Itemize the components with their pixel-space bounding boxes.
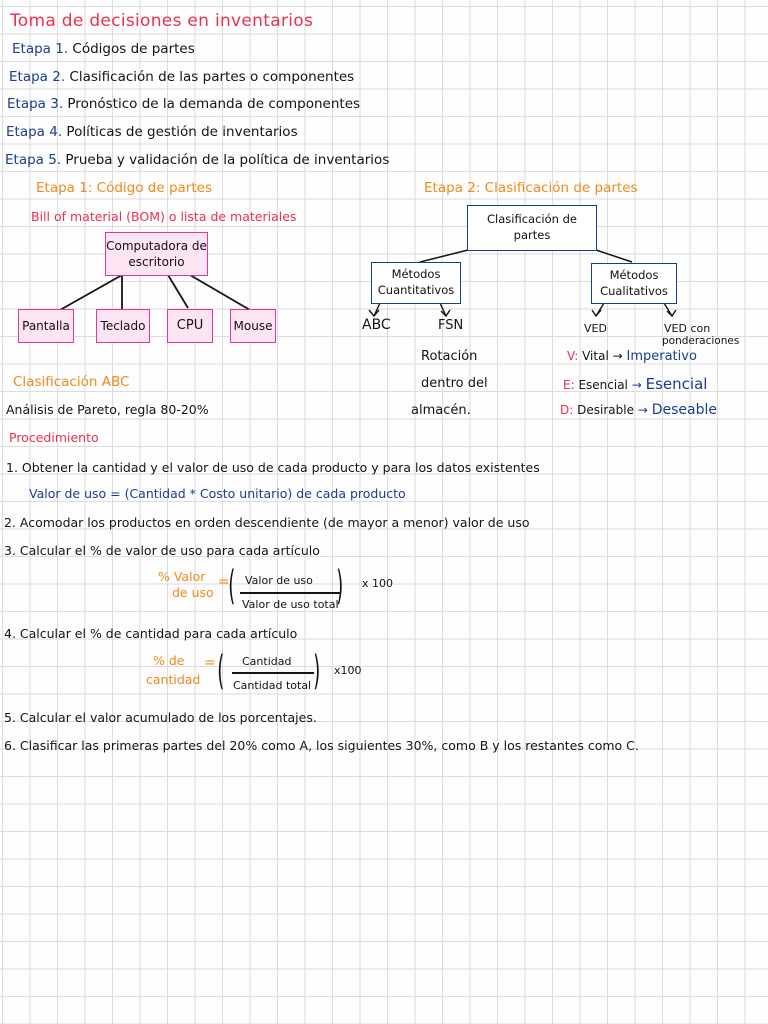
arrow-right-icon: → <box>631 378 642 392</box>
formula1-denominator: Valor de uso total <box>242 598 339 611</box>
stage-label: Etapa 2. <box>9 69 66 85</box>
procedure-step-2: 2. Acomodar los productos en orden descendiente (de mayor a menor) valor de uso <box>4 515 530 530</box>
stage-item-5 <box>5 154 389 168</box>
bom-node-cpu: CPU <box>167 309 213 343</box>
ved-item-vital <box>567 350 697 363</box>
ved-word: Desirable <box>577 403 634 417</box>
ved-letter: E: <box>563 378 575 392</box>
stage-text: Clasificación de las partes o componentes <box>69 69 355 85</box>
equals-sign: = <box>218 574 230 590</box>
formula2-lhs-line-1: % de <box>153 653 185 668</box>
fsn-method-label: FSN <box>438 318 464 333</box>
fsn-desc-line-3: almacén. <box>411 403 471 418</box>
ved-item-deseable <box>560 403 717 417</box>
formula2-lhs-line-2: cantidad <box>146 672 201 687</box>
qualitative-methods-node: Métodos Cualitativos <box>591 263 677 304</box>
fraction-line <box>232 672 314 674</box>
usage-value-formula: Valor de uso = (Cantidad * Costo unitario) de cada producto <box>29 486 406 501</box>
ved-meaning: Esencial <box>645 375 708 393</box>
ved-letter: V: <box>567 349 579 363</box>
page-title: Toma de decisiones en inventarios <box>10 11 314 31</box>
bom-node-mouse: Mouse <box>230 309 276 343</box>
equals-sign: = <box>204 655 216 671</box>
fsn-desc-line-2: dentro del <box>421 376 488 391</box>
stage-text: Prueba y validación de la política de inventarios <box>65 152 390 168</box>
classification-root-node: Clasificación de partes <box>467 205 597 251</box>
ved-pond-line-1: VED con <box>664 322 711 335</box>
stage-label: Etapa 4. <box>6 124 63 140</box>
ved-pond-line-2: ponderaciones <box>662 335 740 347</box>
ved-letter: D: <box>560 403 574 417</box>
stage-label: Etapa 1. <box>12 41 69 57</box>
procedure-step-4: 4. Calcular el % de cantidad para cada artículo <box>4 626 298 641</box>
formula2-multiplier: x100 <box>334 664 362 677</box>
ved-meaning: Deseable <box>651 402 717 418</box>
abc-method-label: ABC <box>362 317 391 333</box>
ved-meaning: Imperativo <box>626 349 697 364</box>
fraction-line <box>240 592 340 594</box>
close-paren: ) <box>336 563 344 609</box>
stage-text: Políticas de gestión de inventarios <box>66 124 298 140</box>
ved-word: Vital <box>582 349 609 363</box>
bom-subheading: Bill of material (BOM) o lista de materiales <box>31 209 297 224</box>
stage-text: Pronóstico de la demanda de componentes <box>67 96 361 112</box>
stage2-heading: Etapa 2: Clasificación de partes <box>424 180 638 196</box>
ved-item-esencial <box>563 377 707 392</box>
stage-item-1 <box>12 43 195 57</box>
procedure-step-6: 6. Clasificar las primeras partes del 20% como A, los siguientes 30%, como B y los restantes como C. <box>4 738 639 753</box>
close-paren: ) <box>313 648 321 694</box>
abc-heading: Clasificación ABC <box>13 374 130 390</box>
ved-word: Esencial <box>578 378 628 392</box>
procedure-step-1: 1. Obtener la cantidad y el valor de uso de cada producto y para los datos existentes <box>6 460 540 475</box>
formula2-denominator: Cantidad total <box>233 679 312 692</box>
stage-label: Etapa 5. <box>5 152 62 168</box>
stage-text: Códigos de partes <box>72 41 195 57</box>
bom-root-node: Computadora de escritorio <box>105 232 208 276</box>
stage-label: Etapa 3. <box>7 96 64 112</box>
bom-node-pantalla: Pantalla <box>18 309 74 343</box>
bom-node-teclado: Teclado <box>96 309 150 343</box>
formula1-numerator: Valor de uso <box>245 574 313 587</box>
procedure-heading: Procedimiento <box>9 430 99 445</box>
procedure-step-5: 5. Calcular el valor acumulado de los porcentajes. <box>4 710 317 725</box>
open-paren: ( <box>228 563 236 609</box>
stage-item-3 <box>7 98 360 112</box>
formula1-lhs-line-2: de uso <box>172 585 214 600</box>
formula1-lhs-line-1: % Valor <box>158 569 206 584</box>
ved-method-label: VED <box>584 322 607 335</box>
arrow-right-icon: → <box>612 349 623 363</box>
fsn-desc-line-1: Rotación <box>421 349 478 364</box>
stage1-heading: Etapa 1: Código de partes <box>36 180 212 196</box>
formula1-multiplier: x 100 <box>362 577 394 590</box>
procedure-step-3: 3. Calcular el % de valor de uso para cada artículo <box>4 543 320 558</box>
arrow-right-icon: → <box>637 403 648 417</box>
stage-item-2 <box>9 71 354 85</box>
quantitative-methods-node: Métodos Cuantitativos <box>371 262 461 304</box>
open-paren: ( <box>217 648 225 694</box>
pareto-text: Análisis de Pareto, regla 80-20% <box>6 402 209 417</box>
formula2-numerator: Cantidad <box>242 655 292 668</box>
stage-item-4 <box>6 126 298 140</box>
